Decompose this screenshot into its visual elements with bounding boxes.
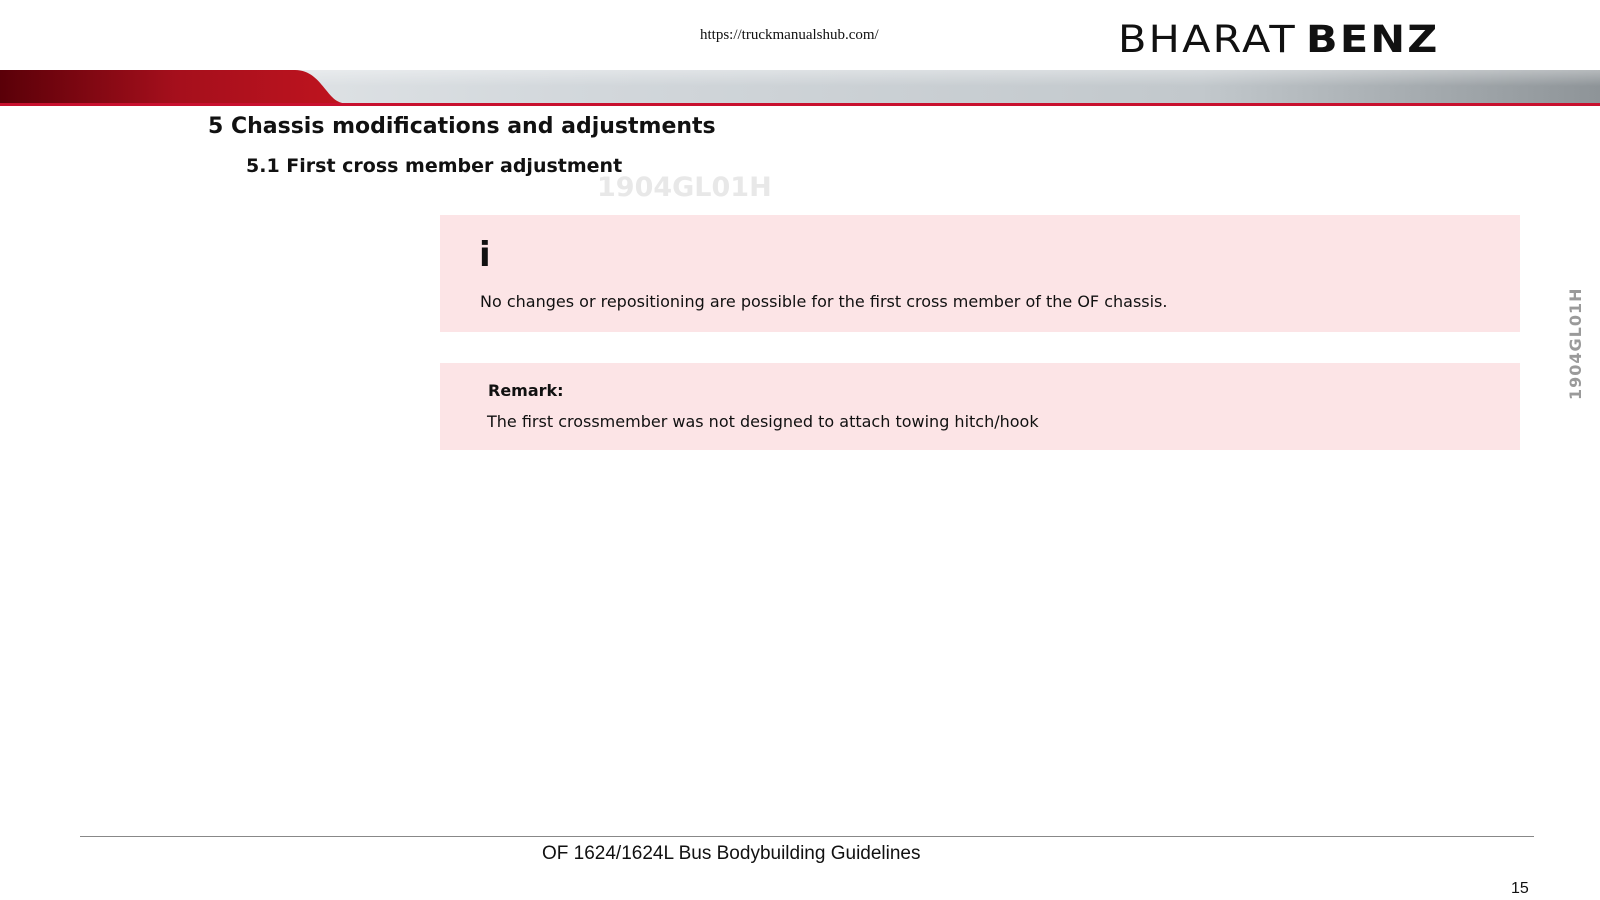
info-note-box	[440, 215, 1520, 332]
remark-text: The first crossmember was not designed to attach towing hitch/hook	[487, 412, 1039, 431]
info-note-text: No changes or repositioning are possible for the first cross member of the OF chassis.	[480, 292, 1168, 311]
watermark-top: 1904GL01H	[597, 172, 772, 203]
watermark-side: 1904GL01H	[1566, 287, 1585, 400]
banner-red-stripe	[0, 103, 1600, 106]
logo-text-bold: BENZ	[1305, 18, 1440, 61]
source-url: https://truckmanualshub.com/	[700, 27, 879, 43]
remark-box	[440, 363, 1520, 450]
header-banner	[0, 70, 1600, 110]
remark-title: Remark:	[488, 381, 564, 400]
subsection-heading: 5.1 First cross member adjustment	[246, 155, 623, 177]
footer-document-title: OF 1624/1624L Bus Bodybuilding Guidelines	[542, 843, 921, 864]
banner-red-swoosh	[0, 70, 352, 106]
info-icon: i	[479, 235, 491, 275]
page-number: 15	[1511, 880, 1529, 897]
section-heading: 5 Chassis modifications and adjustments	[208, 114, 716, 139]
logo-text-light: BHARAT	[1118, 18, 1297, 61]
bharatbenz-logo	[1118, 18, 1440, 61]
footer-divider	[80, 836, 1534, 837]
